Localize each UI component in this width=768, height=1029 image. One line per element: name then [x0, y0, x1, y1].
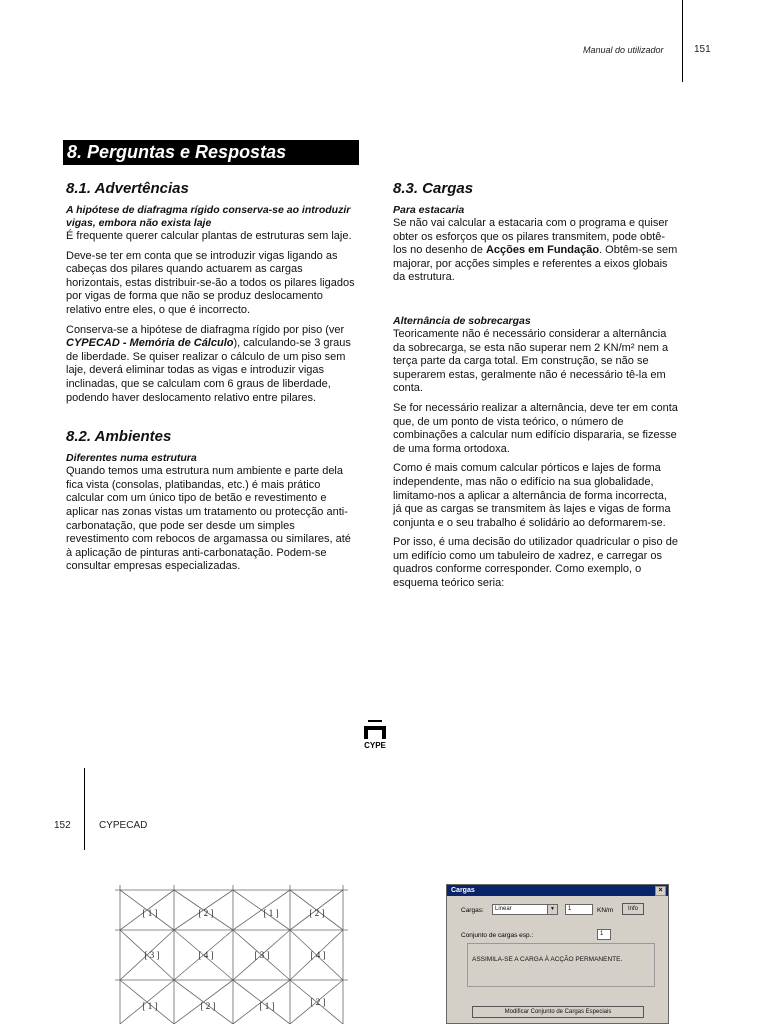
- section-8-1-subtitle: A hipótese de diafragma rígido conserva-se ao introduzir vigas, embora não exista laje: [66, 204, 351, 229]
- footer-title: CYPECAD: [99, 820, 148, 831]
- dialog-message: ASSIMILA-SE A CARGA À ACÇÃO PERMANENTE.: [467, 943, 655, 987]
- section-8-3-subtitle-1: Para estacaria: [393, 204, 465, 216]
- section-8-3-para-2: Teoricamente não é necessário considerar a alternância da sobrecarga, se esta não superar nem 2 KN/m² nem a terça parte da carga total. Em construção, se não se superarem estas, geralmente não é necessário tê-la em conta.: [393, 327, 669, 395]
- grid-label: [ 2 ]: [310, 997, 326, 1007]
- s3-p1-part-a: Se não vai calcular a estacaria com o programa e quiser obter os esforços que os pilares transmitem, pode obtê-los no desenho de: [393, 217, 669, 257]
- section-8-3-para-3: Se for necessário realizar a alternância, deve ter em conta que, de um ponto de vista teórico, o número de combinações a calcular num edifício dispararia, se fizesse de uma forma ortodoxa.: [393, 401, 678, 455]
- grid-label: [ 2 ]: [309, 908, 325, 918]
- grid-label: [ 3 ]: [254, 950, 270, 960]
- grid-label: [ 4 ]: [198, 950, 214, 960]
- grid-label: [ 3 ]: [144, 950, 160, 960]
- page-number-top: 151: [694, 44, 711, 55]
- header-divider: [682, 0, 683, 82]
- grid-label: [ 2 ]: [200, 1001, 216, 1011]
- para-3-ref: CYPECAD - Memória de Cálculo: [66, 337, 234, 350]
- info-button[interactable]: Info: [622, 903, 644, 915]
- cype-logo-text: CYPE: [364, 741, 386, 750]
- section-8-1-para-1: É frequente querer calcular plantas de estruturas sem laje.: [66, 230, 352, 242]
- chapter-title: 8. Perguntas e Respostas: [63, 140, 359, 165]
- footer-divider: [84, 768, 85, 850]
- chevron-down-icon[interactable]: ▼: [547, 905, 557, 914]
- conjunto-input[interactable]: 1: [597, 929, 611, 940]
- cargas-type-select[interactable]: [492, 904, 558, 915]
- cargas-dialog: [446, 884, 669, 1024]
- close-icon[interactable]: ×: [655, 886, 666, 896]
- left-column: [66, 180, 358, 580]
- section-8-1-title: 8.1. Advertências: [66, 180, 189, 197]
- section-8-3-para-5: Por isso, é uma decisão do utilizador quadricular o piso de um edifício como um tabuleiro de xadrez, e carregar os quadros conforme corresponder. Como exemplo, o esquema teórico seria:: [393, 536, 678, 590]
- chessboard-diagram: [115, 885, 348, 1024]
- section-8-2-para-1: Quando temos uma estrutura num ambiente e parte dela fica vista (consolas, platibandas, etc.) é mais prático calcular com um único tipo de betão e revestimento e aplicar nas zonas vistas um tratamento ou protecção anti-carbonatação, que pode ser desde um simples revestimento com rebocos de argamassa ou similares, até à aplicação de pinturas anti-carbonatação. Podem-se consultar empresas especializadas.: [66, 465, 351, 573]
- cargas-type-value: Linear: [495, 906, 512, 912]
- para-3-part-a: Conserva-se a hipótese de diafragma rígido por piso (ver: [66, 323, 345, 336]
- header-title: Manual do utilizador: [583, 45, 664, 55]
- s3-p1-part-c: . Obtêm-se sem majorar, por acções simples e referentes a eixos globais da estrutura.: [393, 244, 678, 284]
- grid-label: [ 1 ]: [142, 1001, 158, 1011]
- conjunto-label: Conjunto de cargas esp.:: [461, 932, 534, 939]
- cype-logo-icon: [362, 718, 388, 750]
- carga-value-input[interactable]: 1: [565, 904, 593, 915]
- cargas-label: Cargas:: [461, 907, 484, 914]
- right-column: [393, 180, 678, 597]
- grid-label: [ 1 ]: [263, 908, 279, 918]
- section-8-2-subtitle: Diferentes numa estrutura: [66, 452, 197, 465]
- cype-logo: [362, 718, 388, 750]
- grid-label: [ 1 ]: [142, 908, 158, 918]
- modify-conjunto-button[interactable]: Modificar Conjunto de Cargas Especiais: [472, 1006, 644, 1018]
- section-8-3-title: 8.3. Cargas: [393, 180, 474, 197]
- dialog-title: Cargas: [451, 887, 475, 894]
- section-8-3-subtitle-2: Alternância de sobrecargas: [393, 314, 531, 327]
- section-8-3-para-4: Como é mais comum calcular pórticos e lajes de forma independente, mas não o edifício na sua globalidade, limitamo-nos a aplicar a alternância de forma incorrecta, já que as cargas se transmitem às lajes e vigas de forma conjunta e o seu trabalho é solidário ao deformarem-se.: [393, 462, 671, 529]
- section-8-1-para-2: Deve-se ter em conta que se introduzir vigas ligando as cabeças dos pilares quando actuarem as cargas horizontais, estas distribuir-se-ão a todos os pilares ligados por vigas de forma que não se produz deslocamento relativo entre eles, o que é incorrecto.: [66, 249, 355, 316]
- dialog-titlebar[interactable]: [447, 885, 668, 896]
- section-8-1-para-3: [66, 324, 358, 406]
- grid-label: [ 4 ]: [310, 950, 326, 960]
- section-8-3-para-1: [393, 217, 678, 285]
- unit-label: KN/m: [597, 907, 614, 914]
- section-8-2-title: 8.2. Ambientes: [66, 428, 172, 446]
- para-3-part-c: ), calculando-se 3 graus de liberdade. Se quiser realizar o cálculo de um piso sem laje, deverá eliminar todas as vigas e introduzir vigas inclinadas, que se calculam com 6 graus de liberdade, podendo haver deslocamento relativo entre pilares.: [66, 337, 351, 404]
- page-number-bottom: 152: [54, 820, 71, 831]
- grid-label: [ 1 ]: [259, 1001, 275, 1011]
- grid-label: [ 2 ]: [198, 908, 214, 918]
- s3-p1-ref: Acções em Fundação: [485, 244, 600, 257]
